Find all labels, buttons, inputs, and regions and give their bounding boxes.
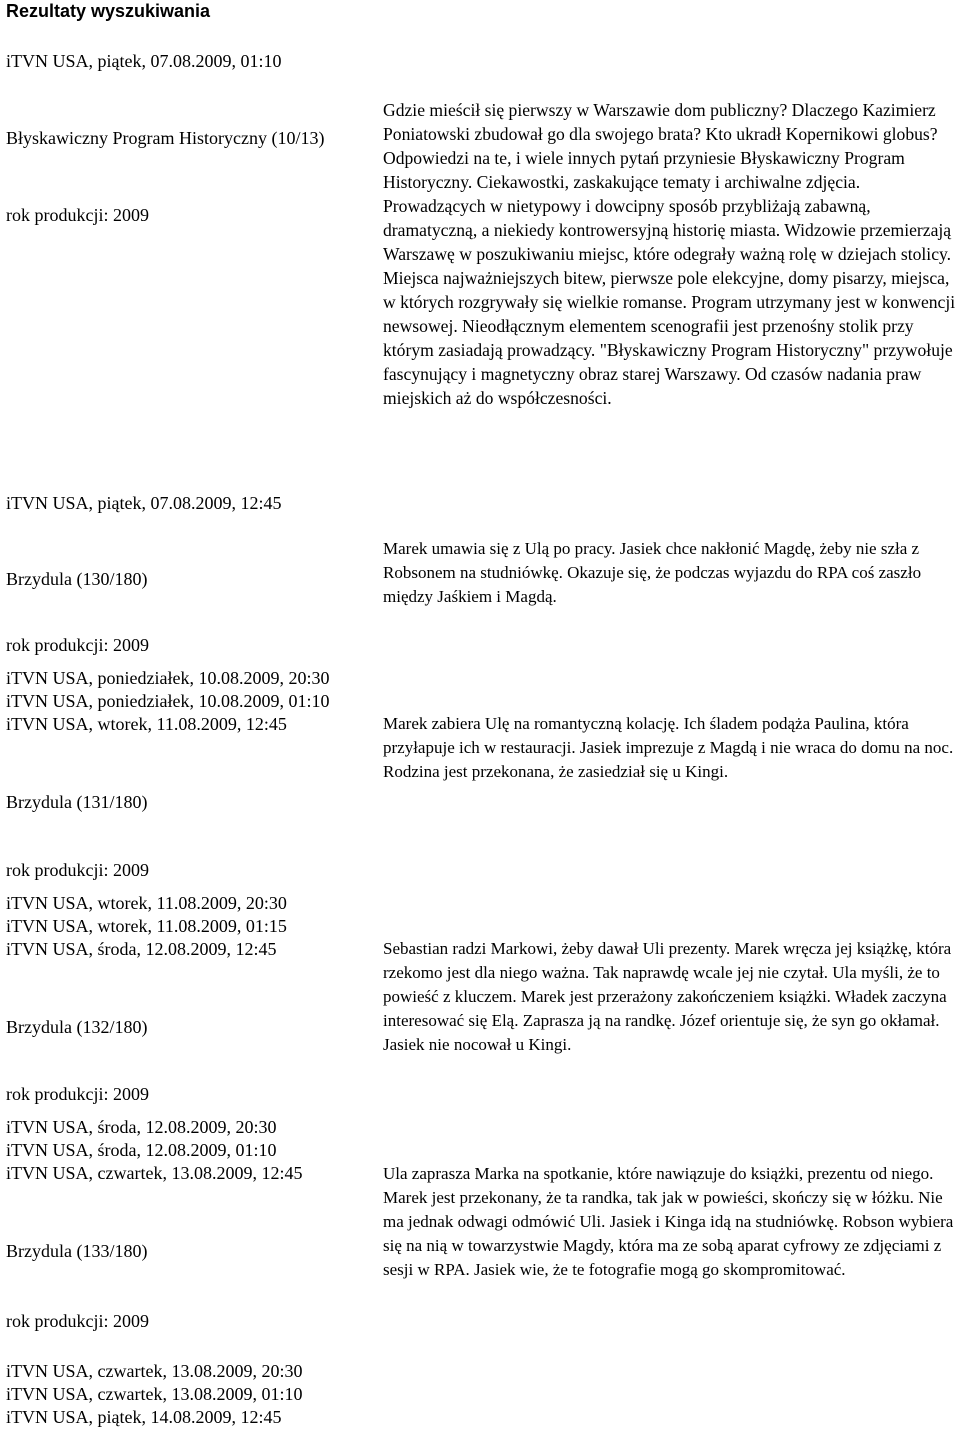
program-description: Sebastian radzi Markowi, żeby dawał Uli prezenty. Marek wręcza jej książkę, która rzekomo jest dla niego ważna. Tak naprawdę wcale jej nie czytał. Ula myśli, że to powieść z kluczem. Marek jest przerażony zakończeniem książki. Władek zaczyna interesować się Elą. Zaprasza ją na randkę. Józef orientuje się, że syn go okłamał. Jasiek nie nocował u Kingi. [383, 939, 952, 1054]
program-title: Błyskawiczny Program Historyczny (10/13) [6, 128, 325, 148]
airing-line: iTVN USA, wtorek, 11.08.2009, 01:15 [6, 916, 287, 936]
program-description: Marek zabiera Ulę na romantyczną kolację. Ich śladem podąża Paulina, która przyłapuje ich w restauracji. Jasiek imprezuje z Magdą i nie wraca do domu na noc. Rodzina jest przekonana, że zasiedział się u Kingi. [383, 714, 954, 781]
airing-line: iTVN USA, czwartek, 13.08.2009, 12:45 [6, 1163, 303, 1183]
program-title: Brzydula (131/180) [6, 792, 148, 812]
airing-line: iTVN USA, piątek, 07.08.2009, 12:45 [6, 493, 282, 513]
airing-line: iTVN USA, piątek, 14.08.2009, 12:45 [6, 1407, 282, 1427]
program-title: Brzydula (133/180) [6, 1241, 148, 1261]
production-year: rok produkcji: 2009 [6, 635, 149, 655]
production-year: rok produkcji: 2009 [6, 860, 149, 880]
program-title: Brzydula (132/180) [6, 1017, 148, 1037]
program-description: Marek umawia się z Ulą po pracy. Jasiek chce nakłonić Magdę, żeby nie szła z Robsonem na studniówkę. Okazuje się, że podczas wyjazdu do RPA coś zaszło między Jaśkiem i Magdą. [383, 539, 922, 606]
program-description: Ula zaprasza Marka na spotkanie, które nawiązuje do książki, prezentu od niego. Marek jest przekonany, że ta randka, tak jak w powieści, skończy się w łóżku. Nie ma jednak odwagi odmówić Uli. Jasiek i Kinga idą na studniówkę. Robson wybiera się na nią w towarzystwie Magdy, która ma ze sobą aparat cyfrowy ze zdjęciami z sesji w RPA. Jasiek wie, że te fotografie mogą go skompromitować. [383, 1164, 954, 1279]
airing-line: iTVN USA, wtorek, 11.08.2009, 12:45 [6, 714, 287, 734]
page-title: Rezultaty wyszukiwania [6, 1, 211, 21]
production-year: rok produkcji: 2009 [6, 1084, 149, 1104]
production-year: rok produkcji: 2009 [6, 205, 149, 225]
program-title: Brzydula (130/180) [6, 569, 148, 589]
airing-line: iTVN USA, poniedziałek, 10.08.2009, 01:10 [6, 691, 330, 711]
airing-line: iTVN USA, czwartek, 13.08.2009, 01:10 [6, 1384, 303, 1404]
airing-line: iTVN USA, piątek, 07.08.2009, 01:10 [6, 51, 282, 71]
airing-line: iTVN USA, poniedziałek, 10.08.2009, 20:30 [6, 668, 330, 688]
program-description: Gdzie mieścił się pierwszy w Warszawie dom publiczny? Dlaczego Kazimierz Poniatowski zbudował go dla swojego brata? Kto ukradł Kopernikowi globus? Odpowiedzi na te, i wiele innych pytań przyniesie Błyskawiczny Program Historyczny. Ciekawostki, zaskakujące tematy i archiwalne zdjęcia. Prowadzących w nietypowy i dowcipny sposób przybliżają zabawną, dramatyczną, a niekiedy kontrowersyjną historię miasta. Widzowie przemierzają Warszawę w poszukiwaniu miejsc, które odegrały ważną rolę w dziejach stolicy. Miejsca najważniejszych bitew, pierwsze pole elekcyjne, domy pisarzy, miejsca, w których rozgrywały się wielkie romanse. Program utrzymany jest w konwencji newsowej. Nieodłącznym elementem scenografii jest przenośny stolik przy którym zasiadają prowadzący. "Błyskawiczny Program Historyczny" przywołuje fascynujący i magnetyczny obraz starej Warszawy. Od czasów nadania praw miejskich aż do współczesności. [383, 100, 956, 408]
airing-line: iTVN USA, wtorek, 11.08.2009, 20:30 [6, 893, 287, 913]
airing-line: iTVN USA, środa, 12.08.2009, 01:10 [6, 1140, 277, 1160]
airing-line: iTVN USA, czwartek, 13.08.2009, 20:30 [6, 1361, 303, 1381]
airing-line: iTVN USA, środa, 12.08.2009, 20:30 [6, 1117, 277, 1137]
airing-line: iTVN USA, środa, 12.08.2009, 12:45 [6, 939, 277, 959]
production-year: rok produkcji: 2009 [6, 1311, 149, 1331]
